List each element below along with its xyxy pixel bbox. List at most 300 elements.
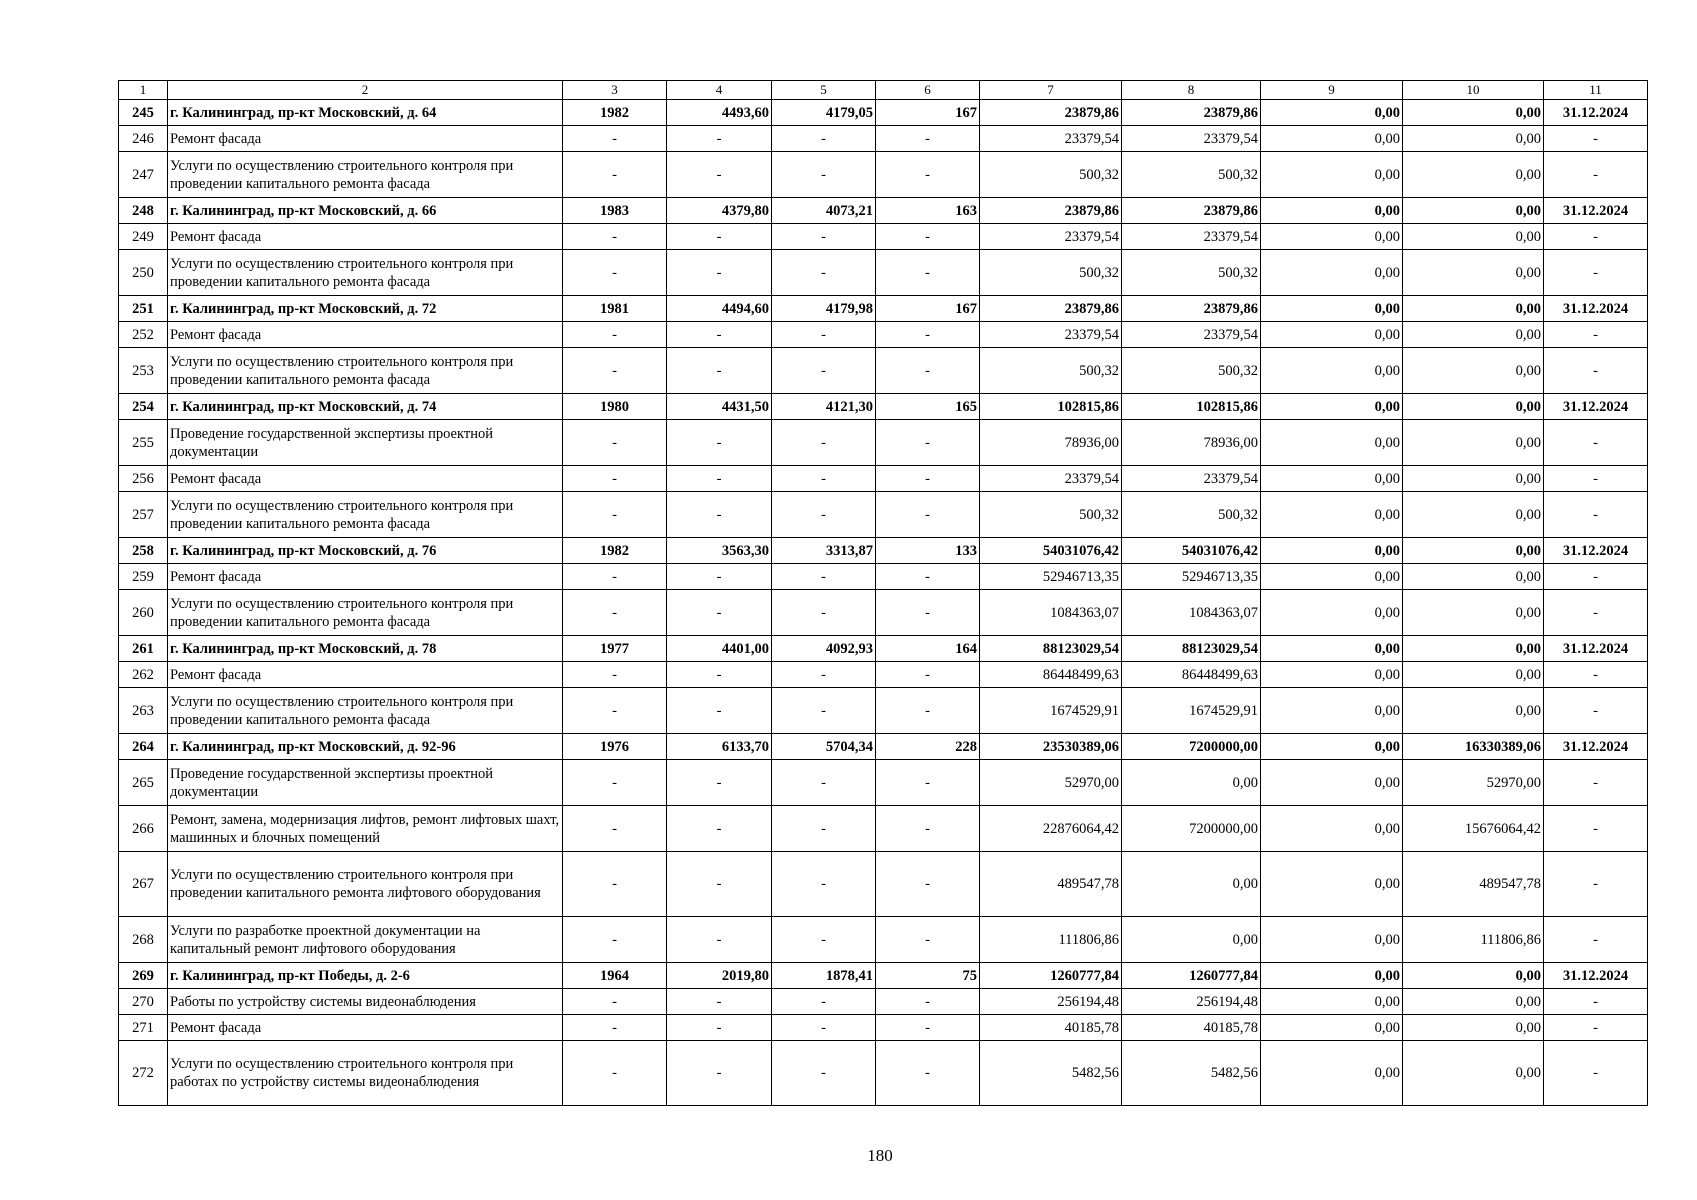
residents-count-cell: - — [876, 1041, 980, 1106]
build-year-cell: - — [563, 917, 667, 963]
column-number-3: 3 — [563, 81, 667, 100]
total-cost-cell: 5482,56 — [980, 1041, 1122, 1106]
work-item-row — [119, 466, 1648, 492]
work-item-row — [119, 852, 1648, 917]
build-year-cell: 1976 — [563, 734, 667, 760]
cost-source-1-cell: 256194,48 — [1122, 989, 1261, 1015]
living-area-cell: - — [772, 852, 876, 917]
cost-source-3-cell: 0,00 — [1403, 466, 1544, 492]
row-number-cell: 269 — [119, 963, 168, 989]
row-number-cell: 267 — [119, 852, 168, 917]
build-year-cell: - — [563, 348, 667, 394]
total-area-cell: - — [667, 224, 772, 250]
cost-source-2-cell: 0,00 — [1261, 198, 1403, 224]
total-cost-cell: 88123029,54 — [980, 636, 1122, 662]
cost-source-3-cell: 0,00 — [1403, 636, 1544, 662]
residents-count-cell: - — [876, 250, 980, 296]
completion-date-cell: 31.12.2024 — [1544, 394, 1648, 420]
living-area-cell: - — [772, 152, 876, 198]
total-area-cell: - — [667, 250, 772, 296]
cost-source-3-cell: 0,00 — [1403, 348, 1544, 394]
item-name-cell: Ремонт фасада — [168, 662, 563, 688]
cost-source-2-cell: 0,00 — [1261, 1041, 1403, 1106]
completion-date-cell: - — [1544, 224, 1648, 250]
total-area-cell: - — [667, 420, 772, 466]
cost-source-3-cell: 0,00 — [1403, 492, 1544, 538]
total-cost-cell: 102815,86 — [980, 394, 1122, 420]
row-number-cell: 248 — [119, 198, 168, 224]
item-name-cell: г. Калининград, пр-кт Московский, д. 92-96 — [168, 734, 563, 760]
item-name-cell: Услуги по осуществлению строительного контроля при проведении капитального ремонта фасада — [168, 492, 563, 538]
residents-count-cell: - — [876, 152, 980, 198]
total-cost-cell: 52970,00 — [980, 760, 1122, 806]
item-name-cell: Ремонт фасада — [168, 126, 563, 152]
residents-count-cell: - — [876, 224, 980, 250]
cost-source-3-cell: 16330389,06 — [1403, 734, 1544, 760]
living-area-cell: 5704,34 — [772, 734, 876, 760]
total-area-cell: - — [667, 1041, 772, 1106]
column-number-5: 5 — [772, 81, 876, 100]
item-name-cell: Ремонт фасада — [168, 466, 563, 492]
cost-source-3-cell: 0,00 — [1403, 963, 1544, 989]
work-item-row — [119, 152, 1648, 198]
completion-date-cell: - — [1544, 348, 1648, 394]
living-area-cell: - — [772, 250, 876, 296]
item-name-cell: Ремонт, замена, модернизация лифтов, ремонт лифтовых шахт, машинных и блочных помещений — [168, 806, 563, 852]
item-name-cell: Работы по устройству системы видеонаблюдения — [168, 989, 563, 1015]
cost-source-3-cell: 0,00 — [1403, 564, 1544, 590]
cost-source-1-cell: 500,32 — [1122, 348, 1261, 394]
residents-count-cell: 167 — [876, 296, 980, 322]
living-area-cell: - — [772, 322, 876, 348]
cost-source-1-cell: 500,32 — [1122, 250, 1261, 296]
residents-count-cell: - — [876, 126, 980, 152]
row-number-cell: 259 — [119, 564, 168, 590]
cost-source-1-cell: 52946713,35 — [1122, 564, 1261, 590]
total-cost-cell: 23530389,06 — [980, 734, 1122, 760]
work-item-row — [119, 662, 1648, 688]
residents-count-cell: - — [876, 688, 980, 734]
living-area-cell: - — [772, 760, 876, 806]
cost-source-2-cell: 0,00 — [1261, 322, 1403, 348]
build-year-cell: - — [563, 1015, 667, 1041]
completion-date-cell: - — [1544, 760, 1648, 806]
build-year-cell: 1981 — [563, 296, 667, 322]
residents-count-cell: 164 — [876, 636, 980, 662]
row-number-cell: 250 — [119, 250, 168, 296]
cost-source-2-cell: 0,00 — [1261, 100, 1403, 126]
cost-source-1-cell: 23879,86 — [1122, 100, 1261, 126]
cost-source-2-cell: 0,00 — [1261, 466, 1403, 492]
cost-source-3-cell: 489547,78 — [1403, 852, 1544, 917]
completion-date-cell: - — [1544, 688, 1648, 734]
column-number-7: 7 — [980, 81, 1122, 100]
build-year-cell: - — [563, 760, 667, 806]
build-year-cell: - — [563, 806, 667, 852]
cost-source-1-cell: 23879,86 — [1122, 198, 1261, 224]
build-year-cell: - — [563, 250, 667, 296]
total-area-cell: - — [667, 492, 772, 538]
cost-source-1-cell: 7200000,00 — [1122, 806, 1261, 852]
residents-count-cell: - — [876, 590, 980, 636]
item-name-cell: Ремонт фасада — [168, 322, 563, 348]
total-cost-cell: 23879,86 — [980, 296, 1122, 322]
total-cost-cell: 23879,86 — [980, 198, 1122, 224]
cost-source-2-cell: 0,00 — [1261, 538, 1403, 564]
column-number-2: 2 — [168, 81, 563, 100]
total-area-cell: - — [667, 806, 772, 852]
cost-source-2-cell: 0,00 — [1261, 564, 1403, 590]
total-cost-cell: 40185,78 — [980, 1015, 1122, 1041]
item-name-cell: Услуги по осуществлению строительного контроля при проведении капитального ремонта фасада — [168, 250, 563, 296]
build-year-cell: - — [563, 466, 667, 492]
cost-source-3-cell: 0,00 — [1403, 296, 1544, 322]
total-cost-cell: 23379,54 — [980, 466, 1122, 492]
work-item-row — [119, 688, 1648, 734]
cost-source-1-cell: 7200000,00 — [1122, 734, 1261, 760]
cost-source-3-cell: 0,00 — [1403, 1041, 1544, 1106]
living-area-cell: 4073,21 — [772, 198, 876, 224]
living-area-cell: 3313,87 — [772, 538, 876, 564]
cost-source-1-cell: 5482,56 — [1122, 1041, 1261, 1106]
completion-date-cell: - — [1544, 989, 1648, 1015]
total-area-cell: - — [667, 688, 772, 734]
cost-source-3-cell: 0,00 — [1403, 590, 1544, 636]
cost-source-3-cell: 0,00 — [1403, 224, 1544, 250]
total-area-cell: - — [667, 348, 772, 394]
item-name-cell: Ремонт фасада — [168, 1015, 563, 1041]
living-area-cell: 4179,05 — [772, 100, 876, 126]
row-number-cell: 272 — [119, 1041, 168, 1106]
item-name-cell: Услуги по разработке проектной документации на капитальный ремонт лифтового оборудования — [168, 917, 563, 963]
address-row — [119, 963, 1648, 989]
row-number-cell: 263 — [119, 688, 168, 734]
cost-source-3-cell: 0,00 — [1403, 538, 1544, 564]
build-year-cell: - — [563, 126, 667, 152]
build-year-cell: - — [563, 152, 667, 198]
cost-source-1-cell: 500,32 — [1122, 152, 1261, 198]
completion-date-cell: - — [1544, 917, 1648, 963]
residents-count-cell: - — [876, 989, 980, 1015]
residents-count-cell: - — [876, 466, 980, 492]
address-row — [119, 538, 1648, 564]
row-number-cell: 266 — [119, 806, 168, 852]
cost-source-3-cell: 111806,86 — [1403, 917, 1544, 963]
completion-date-cell: - — [1544, 852, 1648, 917]
completion-date-cell: - — [1544, 662, 1648, 688]
living-area-cell: - — [772, 688, 876, 734]
completion-date-cell: 31.12.2024 — [1544, 636, 1648, 662]
residents-count-cell: 163 — [876, 198, 980, 224]
living-area-cell: - — [772, 126, 876, 152]
row-number-cell: 260 — [119, 590, 168, 636]
total-cost-cell: 52946713,35 — [980, 564, 1122, 590]
total-area-cell: - — [667, 852, 772, 917]
completion-date-cell: - — [1544, 250, 1648, 296]
item-name-cell: г. Калининград, пр-кт Московский, д. 76 — [168, 538, 563, 564]
total-cost-cell: 23379,54 — [980, 322, 1122, 348]
completion-date-cell: - — [1544, 1041, 1648, 1106]
cost-source-2-cell: 0,00 — [1261, 152, 1403, 198]
living-area-cell: - — [772, 1015, 876, 1041]
work-item-row — [119, 590, 1648, 636]
address-row — [119, 296, 1648, 322]
total-area-cell: - — [667, 466, 772, 492]
row-number-cell: 261 — [119, 636, 168, 662]
cost-source-1-cell: 0,00 — [1122, 917, 1261, 963]
completion-date-cell: - — [1544, 322, 1648, 348]
completion-date-cell: 31.12.2024 — [1544, 963, 1648, 989]
residents-count-cell: - — [876, 492, 980, 538]
residents-count-cell: - — [876, 348, 980, 394]
row-number-cell: 247 — [119, 152, 168, 198]
address-row — [119, 100, 1648, 126]
living-area-cell: - — [772, 806, 876, 852]
column-number-4: 4 — [667, 81, 772, 100]
build-year-cell: 1977 — [563, 636, 667, 662]
residents-count-cell: - — [876, 420, 980, 466]
living-area-cell: 1878,41 — [772, 963, 876, 989]
row-number-cell: 268 — [119, 917, 168, 963]
residents-count-cell: - — [876, 917, 980, 963]
row-number-cell: 255 — [119, 420, 168, 466]
residents-count-cell: 133 — [876, 538, 980, 564]
cost-source-1-cell: 23379,54 — [1122, 126, 1261, 152]
residents-count-cell: 75 — [876, 963, 980, 989]
cost-source-3-cell: 0,00 — [1403, 989, 1544, 1015]
total-cost-cell: 54031076,42 — [980, 538, 1122, 564]
living-area-cell: 4092,93 — [772, 636, 876, 662]
residents-count-cell: - — [876, 662, 980, 688]
cost-source-3-cell: 0,00 — [1403, 152, 1544, 198]
column-number-1: 1 — [119, 81, 168, 100]
total-area-cell: 2019,80 — [667, 963, 772, 989]
cost-source-3-cell: 0,00 — [1403, 662, 1544, 688]
item-name-cell: г. Калининград, пр-кт Победы, д. 2-6 — [168, 963, 563, 989]
total-area-cell: 4401,00 — [667, 636, 772, 662]
item-name-cell: Проведение государственной экспертизы проектной документации — [168, 760, 563, 806]
build-year-cell: 1982 — [563, 100, 667, 126]
completion-date-cell: - — [1544, 564, 1648, 590]
column-number-10: 10 — [1403, 81, 1544, 100]
living-area-cell: 4179,98 — [772, 296, 876, 322]
total-area-cell: - — [667, 917, 772, 963]
build-year-cell: - — [563, 662, 667, 688]
column-number-11: 11 — [1544, 81, 1648, 100]
cost-source-3-cell: 0,00 — [1403, 394, 1544, 420]
total-area-cell: - — [667, 989, 772, 1015]
capital-repair-table — [118, 80, 1648, 1106]
residents-count-cell: - — [876, 852, 980, 917]
completion-date-cell: 31.12.2024 — [1544, 296, 1648, 322]
cost-source-2-cell: 0,00 — [1261, 963, 1403, 989]
item-name-cell: г. Калининград, пр-кт Московский, д. 66 — [168, 198, 563, 224]
build-year-cell: - — [563, 852, 667, 917]
work-item-row — [119, 917, 1648, 963]
living-area-cell: - — [772, 989, 876, 1015]
total-area-cell: - — [667, 126, 772, 152]
total-cost-cell: 1084363,07 — [980, 590, 1122, 636]
living-area-cell: 4121,30 — [772, 394, 876, 420]
completion-date-cell: - — [1544, 806, 1648, 852]
work-item-row — [119, 420, 1648, 466]
row-number-cell: 253 — [119, 348, 168, 394]
cost-source-1-cell: 102815,86 — [1122, 394, 1261, 420]
row-number-cell: 245 — [119, 100, 168, 126]
completion-date-cell: - — [1544, 466, 1648, 492]
total-cost-cell: 111806,86 — [980, 917, 1122, 963]
total-cost-cell: 500,32 — [980, 492, 1122, 538]
total-cost-cell: 22876064,42 — [980, 806, 1122, 852]
address-row — [119, 734, 1648, 760]
build-year-cell: - — [563, 322, 667, 348]
total-cost-cell: 489547,78 — [980, 852, 1122, 917]
build-year-cell: - — [563, 590, 667, 636]
total-cost-cell: 500,32 — [980, 348, 1122, 394]
cost-source-3-cell: 15676064,42 — [1403, 806, 1544, 852]
total-area-cell: 4431,50 — [667, 394, 772, 420]
total-area-cell: 4494,60 — [667, 296, 772, 322]
living-area-cell: - — [772, 224, 876, 250]
cost-source-1-cell: 54031076,42 — [1122, 538, 1261, 564]
item-name-cell: г. Калининград, пр-кт Московский, д. 78 — [168, 636, 563, 662]
cost-source-2-cell: 0,00 — [1261, 806, 1403, 852]
total-area-cell: - — [667, 564, 772, 590]
build-year-cell: - — [563, 989, 667, 1015]
completion-date-cell: - — [1544, 420, 1648, 466]
row-number-cell: 249 — [119, 224, 168, 250]
total-area-cell: 4379,80 — [667, 198, 772, 224]
living-area-cell: - — [772, 662, 876, 688]
total-cost-cell: 23379,54 — [980, 224, 1122, 250]
cost-source-3-cell: 0,00 — [1403, 198, 1544, 224]
column-number-6: 6 — [876, 81, 980, 100]
cost-source-1-cell: 1084363,07 — [1122, 590, 1261, 636]
total-cost-cell: 500,32 — [980, 250, 1122, 296]
total-area-cell: - — [667, 662, 772, 688]
completion-date-cell: - — [1544, 1015, 1648, 1041]
living-area-cell: - — [772, 590, 876, 636]
total-cost-cell: 78936,00 — [980, 420, 1122, 466]
work-item-row — [119, 760, 1648, 806]
living-area-cell: - — [772, 917, 876, 963]
total-area-cell: - — [667, 322, 772, 348]
row-number-cell: 271 — [119, 1015, 168, 1041]
cost-source-2-cell: 0,00 — [1261, 126, 1403, 152]
row-number-cell: 258 — [119, 538, 168, 564]
living-area-cell: - — [772, 492, 876, 538]
work-item-row — [119, 492, 1648, 538]
item-name-cell: Услуги по осуществлению строительного контроля при проведении капитального ремонта фасада — [168, 152, 563, 198]
cost-source-1-cell: 23379,54 — [1122, 224, 1261, 250]
cost-source-3-cell: 0,00 — [1403, 126, 1544, 152]
residents-count-cell: - — [876, 1015, 980, 1041]
completion-date-cell: - — [1544, 152, 1648, 198]
work-item-row — [119, 564, 1648, 590]
cost-source-1-cell: 86448499,63 — [1122, 662, 1261, 688]
work-item-row — [119, 1041, 1648, 1106]
cost-source-2-cell: 0,00 — [1261, 492, 1403, 538]
cost-source-1-cell: 1260777,84 — [1122, 963, 1261, 989]
living-area-cell: - — [772, 348, 876, 394]
cost-source-2-cell: 0,00 — [1261, 420, 1403, 466]
completion-date-cell: 31.12.2024 — [1544, 538, 1648, 564]
residents-count-cell: - — [876, 760, 980, 806]
residents-count-cell: 167 — [876, 100, 980, 126]
cost-source-3-cell: 0,00 — [1403, 1015, 1544, 1041]
completion-date-cell: 31.12.2024 — [1544, 100, 1648, 126]
cost-source-2-cell: 0,00 — [1261, 852, 1403, 917]
cost-source-3-cell: 0,00 — [1403, 322, 1544, 348]
build-year-cell: 1983 — [563, 198, 667, 224]
cost-source-2-cell: 0,00 — [1261, 662, 1403, 688]
completion-date-cell: - — [1544, 590, 1648, 636]
item-name-cell: Ремонт фасада — [168, 564, 563, 590]
item-name-cell: Услуги по осуществлению строительного контроля при работах по устройству системы видеонаблюдения — [168, 1041, 563, 1106]
item-name-cell: Ремонт фасада — [168, 224, 563, 250]
residents-count-cell: - — [876, 564, 980, 590]
item-name-cell: Услуги по осуществлению строительного контроля при проведении капитального ремонта фасада — [168, 590, 563, 636]
row-number-cell: 251 — [119, 296, 168, 322]
cost-source-1-cell: 0,00 — [1122, 852, 1261, 917]
cost-source-3-cell: 0,00 — [1403, 250, 1544, 296]
completion-date-cell: - — [1544, 126, 1648, 152]
address-row — [119, 198, 1648, 224]
column-number-8: 8 — [1122, 81, 1261, 100]
row-number-cell: 264 — [119, 734, 168, 760]
work-item-row — [119, 989, 1648, 1015]
total-area-cell: 6133,70 — [667, 734, 772, 760]
item-name-cell: Услуги по осуществлению строительного контроля при проведении капитального ремонта лифтового оборудования — [168, 852, 563, 917]
work-item-row — [119, 224, 1648, 250]
cost-source-2-cell: 0,00 — [1261, 250, 1403, 296]
cost-source-2-cell: 0,00 — [1261, 989, 1403, 1015]
completion-date-cell: - — [1544, 492, 1648, 538]
cost-source-2-cell: 0,00 — [1261, 636, 1403, 662]
column-number-9: 9 — [1261, 81, 1403, 100]
row-number-cell: 254 — [119, 394, 168, 420]
cost-source-1-cell: 88123029,54 — [1122, 636, 1261, 662]
cost-source-1-cell: 0,00 — [1122, 760, 1261, 806]
row-number-cell: 262 — [119, 662, 168, 688]
item-name-cell: Услуги по осуществлению строительного контроля при проведении капитального ремонта фасада — [168, 348, 563, 394]
total-cost-cell: 500,32 — [980, 152, 1122, 198]
work-item-row — [119, 1015, 1648, 1041]
build-year-cell: - — [563, 688, 667, 734]
total-area-cell: - — [667, 1015, 772, 1041]
work-item-row — [119, 250, 1648, 296]
total-area-cell: - — [667, 152, 772, 198]
item-name-cell: г. Калининград, пр-кт Московский, д. 74 — [168, 394, 563, 420]
cost-source-1-cell: 1674529,91 — [1122, 688, 1261, 734]
cost-source-3-cell: 0,00 — [1403, 100, 1544, 126]
cost-source-2-cell: 0,00 — [1261, 734, 1403, 760]
row-number-cell: 265 — [119, 760, 168, 806]
item-name-cell: Услуги по осуществлению строительного контроля при проведении капитального ремонта фасада — [168, 688, 563, 734]
item-name-cell: Проведение государственной экспертизы проектной документации — [168, 420, 563, 466]
cost-source-2-cell: 0,00 — [1261, 224, 1403, 250]
address-row — [119, 394, 1648, 420]
living-area-cell: - — [772, 1041, 876, 1106]
living-area-cell: - — [772, 564, 876, 590]
cost-source-1-cell: 23379,54 — [1122, 322, 1261, 348]
total-cost-cell: 23879,86 — [980, 100, 1122, 126]
build-year-cell: - — [563, 224, 667, 250]
work-item-row — [119, 348, 1648, 394]
cost-source-2-cell: 0,00 — [1261, 688, 1403, 734]
residents-count-cell: 165 — [876, 394, 980, 420]
build-year-cell: 1980 — [563, 394, 667, 420]
